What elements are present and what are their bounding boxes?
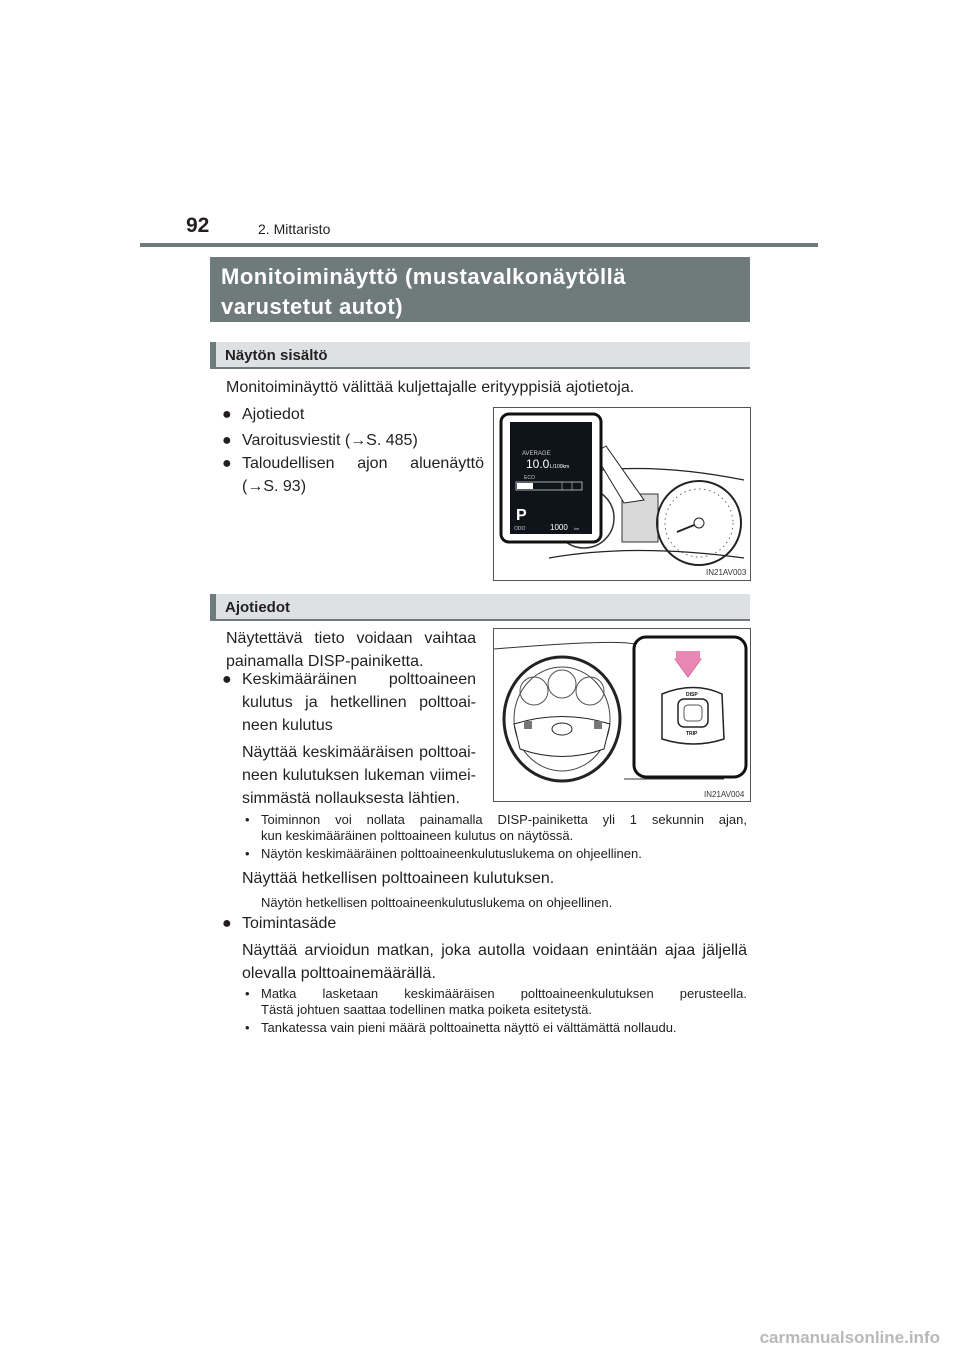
average-consumption-description: Näyttää keskimääräisen polttoai- neen kulutuksen lukeman viimei- simmästä nollauksesta lähtien. xyxy=(242,744,476,807)
note-refuel: • Tankatessa vain pieni määrä polttoainetta näyttö ei välttämättä nollaudu. xyxy=(245,1020,677,1035)
note-range-calculation: • Matka lasketaan keskimääräisen polttoaineenkulutuksen perusteella. Tästä johtuen saattaa todellinen matka poiketa esitetystä. xyxy=(245,986,747,1017)
instrument-cluster-figure xyxy=(493,407,751,581)
chapter-title: 2. Mittaristo xyxy=(258,221,331,237)
bullet-icon: ● xyxy=(222,671,232,688)
section-title-line1: Monitoiminäyttö (mustavalkonäytöllä xyxy=(221,264,626,289)
steering-wheel-figure xyxy=(493,628,751,802)
note-indicative: • Näytön keskimääräinen polttoaineenkulutuslukema on ohjeellinen. xyxy=(245,846,642,861)
bullet-icon: ● xyxy=(222,432,232,449)
intro-paragraph: Monitoiminäyttö välittää kuljettajalle erityyppisiä ajotietoja. xyxy=(226,379,635,396)
note-bullet-icon: • xyxy=(245,1020,250,1035)
instant-consumption-note: Näytön hetkellisen polttoaineenkulutuslukema on ohjeellinen. xyxy=(261,895,613,910)
display-gear: P xyxy=(516,507,527,524)
page-number: 92 xyxy=(186,214,210,237)
display-eco: ECO xyxy=(524,475,535,481)
eco-bar-fill xyxy=(517,483,533,489)
display-value: 10.0 xyxy=(526,457,550,471)
note-reset: • Toiminnon voi nollata painamalla DISP-painiketta yli 1 sekunnin ajan, kun keskimääräinen polttoaineen kulutus on näytössä. xyxy=(245,812,747,843)
bullet-icon: ● xyxy=(222,915,232,932)
steering-wheel-illustration xyxy=(494,629,750,801)
bullet-average-consumption: ● Keskimääräinen polttoaineen kulutus ja hetkellinen polttoai- neen kulutus xyxy=(222,668,476,737)
display-odo-value: 1000 xyxy=(550,523,568,532)
watermark: carmanualsonline.info xyxy=(759,1328,940,1347)
figure-label: IN21AV003 xyxy=(706,568,747,577)
section2-intro: Näytettävä tieto voidaan vaihtaa painamalla DISP-painiketta. xyxy=(226,630,476,670)
figure-label: IN21AV004 xyxy=(704,790,745,799)
instrument-cluster-illustration xyxy=(494,408,750,580)
trip-label: TRIP xyxy=(686,731,698,737)
bullet-icon: ● xyxy=(222,455,232,472)
section-title-line2: varustetut autot) xyxy=(221,294,404,319)
range-description: Näyttää arvioidun matkan, joka autolla voidaan enintään ajaa jäljellä olevalla polttoainemäärällä. xyxy=(242,942,747,982)
bullet-item-warnings: ● Varoitusviestit (→S. 485) xyxy=(222,429,484,452)
subheading-display-contents: Näytön sisältö xyxy=(210,342,750,369)
instant-consumption-description: Näyttää hetkellisen polttoaineen kulutuksen. xyxy=(242,870,555,887)
section-title xyxy=(210,257,750,322)
header-rule xyxy=(140,243,818,247)
bullet-item-eco-zone: ● Taloudellisen ajon aluenäyttö (→S. 93) xyxy=(222,452,484,498)
bullet-range: ● Toimintasäde xyxy=(222,912,722,935)
disp-label: DISP xyxy=(686,692,698,698)
display-unit: L/100km xyxy=(550,464,570,470)
note-bullet-icon: • xyxy=(245,846,250,861)
note-bullet-icon: • xyxy=(245,812,250,827)
display-average-label: AVERAGE xyxy=(522,451,551,457)
note-bullet-icon: • xyxy=(245,986,250,1001)
bullet-item-trip-info: ● Ajotiedot xyxy=(222,403,484,426)
display-odo-unit: km xyxy=(574,526,580,531)
subheading-trip-info: Ajotiedot xyxy=(210,594,750,621)
bullet-icon: ● xyxy=(222,406,232,423)
display-odo-label: ODO xyxy=(514,526,526,532)
